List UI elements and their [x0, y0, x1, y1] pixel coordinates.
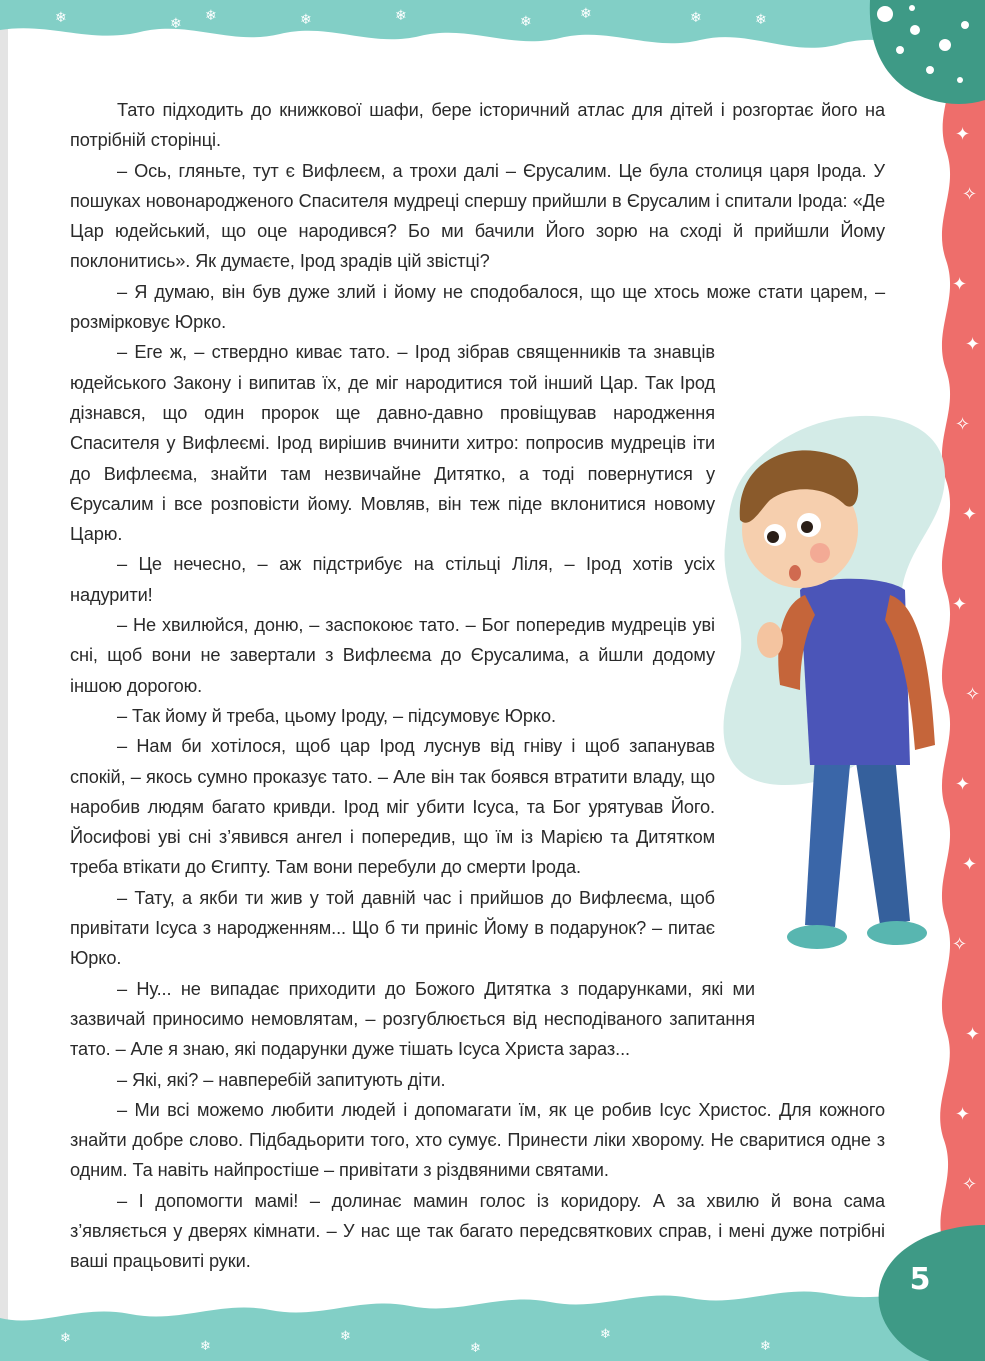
- story-paragraph: – Не хвилюйся, доню, – заспокоює тато. – Бог попередив мудреців уві сні, щоб вони не завертали з Вифлеєма до Єрусалима, а йшли додому іншою дорогою.: [70, 615, 715, 696]
- svg-text:✦: ✦: [955, 124, 971, 145]
- svg-text:❄: ❄: [55, 10, 67, 26]
- story-paragraph: Тато підходить до книжкової шафи, бере історичний атлас для дітей і розгортає його на потрібній сторінці.: [70, 100, 885, 151]
- svg-text:✧: ✧: [962, 1174, 978, 1195]
- svg-text:❄: ❄: [580, 6, 592, 22]
- story-text: [70, 95, 885, 1277]
- svg-text:✧: ✧: [965, 684, 981, 705]
- svg-text:❄: ❄: [520, 14, 532, 30]
- page-number: 5: [909, 1262, 931, 1297]
- svg-text:❄: ❄: [760, 1339, 771, 1354]
- story-paragraph: – Це нечесно, – аж підстрибує на стільці Ліля, – Ірод хотів усіх надурити!: [70, 554, 715, 605]
- svg-text:✧: ✧: [952, 934, 968, 955]
- svg-text:❄: ❄: [395, 8, 407, 24]
- svg-text:✧: ✧: [962, 184, 978, 205]
- story-paragraph: – Нам би хотілося, щоб цар Ірод луснув від гніву і щоб запанував спокій, – якось сумно проказує тато. – Але він так боявся втратити владу, що наробив людям багато кривди. Ірод міг убити Ісуса, та Бог урятував Його. Йосифові уві сні з’явився ангел і попередив, що їм із Марією та Дитятком треба втікати до Єгипту. Там вони перебули до смерти Ірода.: [70, 736, 715, 878]
- svg-text:✧: ✧: [955, 414, 971, 435]
- svg-text:✦: ✦: [965, 1024, 981, 1045]
- story-paragraph: – Так йому й треба, цьому Іроду, – підсумовує Юрко.: [117, 705, 556, 726]
- svg-text:❄: ❄: [205, 8, 217, 24]
- story-paragraph: – Еге ж, – ствердно киває тато. – Ірод зібрав священників та знавців юдейського Закону і випитав їх, де міг народитися той інший Цар. Так Ірод дізнався, що один пророк ще давно-давно провіщував народження Спасителя у Вифлеємі. Ірод вирішив вчинити хитро: попросив мудреців іти до Вифлеєма, знайти там незвичайне Дитятко, а тоді повернутися у Єрусалим і все розповісти йому. Мовляв, він теж піде вклонитися новому Царю.: [70, 342, 715, 545]
- svg-text:❄: ❄: [690, 10, 702, 26]
- story-paragraph: – Тату, а якби ти жив у той давній час і прийшов до Вифлеєма, щоб привітати Ісуса з народженням... Що б ти приніс Йому в подарунок? – питає Юрко.: [70, 887, 715, 969]
- svg-text:❄: ❄: [755, 12, 767, 28]
- top-wave-band: [0, 0, 985, 48]
- story-paragraph: – Ось, гляньте, тут є Вифлеєм, а трохи далі – Єрусалим. Це була столиця царя Ірода. У пошуках новонародженого Спасителя мудреці спершу прийшли в Єрусалим і спитали Ірода: «Де Цар юдейський, що оце народився? Бо ми бачили Його зорю на сході й прийшли Йому поклонитись». Як думаєте, Ірод зрадів цій звістці?: [70, 160, 885, 272]
- svg-text:✦: ✦: [962, 504, 978, 525]
- svg-text:❄: ❄: [60, 1331, 71, 1346]
- svg-text:✦: ✦: [952, 274, 968, 295]
- svg-text:❄: ❄: [340, 1329, 351, 1344]
- svg-text:✦: ✦: [962, 854, 978, 875]
- svg-text:❄: ❄: [170, 16, 182, 32]
- svg-text:❄: ❄: [600, 1327, 611, 1342]
- bottom-wave-band: [0, 1291, 985, 1361]
- story-paragraph: – Які, які? – навперебій запитують діти.: [117, 1069, 446, 1090]
- svg-text:❄: ❄: [200, 1339, 211, 1354]
- svg-text:❄: ❄: [470, 1341, 481, 1356]
- story-paragraph: – Я думаю, він був дуже злий і йому не сподобалося, що ще хтось може стати царем, – розмірковує Юрко.: [70, 281, 885, 333]
- svg-text:✦: ✦: [965, 334, 981, 355]
- svg-text:❄: ❄: [300, 12, 312, 28]
- svg-text:✦: ✦: [955, 1104, 971, 1125]
- page-shadow: [0, 0, 8, 1361]
- svg-text:✦: ✦: [955, 774, 971, 795]
- svg-text:✦: ✦: [952, 594, 968, 615]
- story-paragraph: – Ми всі можемо любити людей і допомагати їм, як це робив Ісус Христос. Для кожного знайти добре слово. Підбадьорити того, хто сумує. Принести ліки хворому. Не сваритися одне з одним. Та навіть найпростіше – привітати з різдвяними святами.: [70, 1099, 885, 1181]
- story-paragraph: – І допомогти мамі! – долинає мамин голос із коридору. А за хвилю й вона сама з’являється у дверях кімнати. – У нас ще так багато передсвяткових справ, і мені дуже потрібні ваші працьовиті руки.: [70, 1190, 885, 1272]
- story-paragraph: – Ну... не випадає приходити до Божого Дитятка з подарунками, які ми зазвичай приносимо немовлятам, – розгублюється від несподіваного запитання тато. – Але я знаю, які подарунки дуже тішать Ісуса Христа зараз...: [70, 978, 755, 1060]
